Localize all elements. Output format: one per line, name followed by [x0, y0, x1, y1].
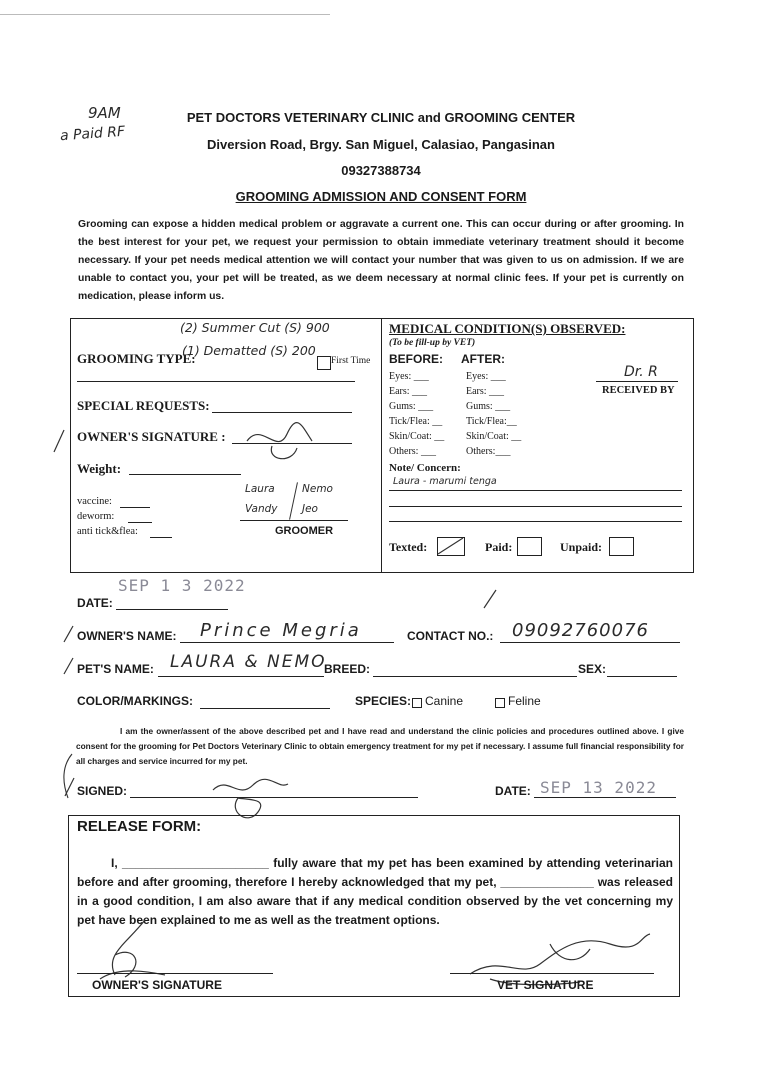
- clinic-address: Diversion Road, Brgy. San Miguel, Calasiao, Pangasinan: [207, 137, 555, 152]
- groomer-name-2: Nemo: [302, 483, 333, 495]
- special-requests-label: SPECIAL REQUESTS:: [77, 398, 210, 413]
- contact-value: 09092760076: [512, 620, 649, 641]
- vaccine-label: vaccine:: [77, 496, 112, 507]
- owner-name-check-mark: [61, 624, 77, 644]
- received-by-hand: Dr. R: [624, 364, 658, 380]
- species-label: SPECIES:: [355, 694, 412, 708]
- release-box-right: [679, 815, 680, 997]
- received-by-label: RECEIVED BY: [602, 385, 675, 396]
- color-line: [200, 708, 330, 709]
- before-eyes: Eyes: ___: [389, 371, 429, 382]
- feline-checkbox[interactable]: [495, 698, 505, 708]
- handwritten-time: 9AM: [88, 104, 121, 122]
- texted-check-mark: [436, 536, 466, 556]
- clinic-name: PET DOCTORS VETERINARY CLINIC and GROOMING CENTER: [186, 110, 576, 125]
- pet-name-label: PET'S NAME:: [77, 662, 154, 676]
- top-edge-line: [0, 14, 330, 15]
- note-line-3: [389, 521, 682, 522]
- groomer-label: GROOMER: [275, 525, 334, 537]
- contact-label: CONTACT NO.:: [407, 629, 494, 643]
- antitick-line: [150, 537, 172, 538]
- color-label: COLOR/MARKINGS:: [77, 694, 193, 708]
- breed-line: [373, 676, 577, 677]
- canine-checkbox[interactable]: [412, 698, 422, 708]
- before-skin: Skin/Coat: __: [389, 431, 445, 442]
- date-line: [116, 609, 228, 610]
- before-label: BEFORE:: [389, 352, 443, 366]
- vaccine-line: [120, 507, 150, 508]
- grooming-hand-1: (2) Summer Cut (S) 900: [180, 320, 330, 335]
- signed-date-line: [534, 797, 676, 798]
- first-time-checkbox[interactable]: [317, 356, 331, 370]
- date-stamp-signed: SEP 13 2022: [540, 778, 657, 797]
- date-stamp-top: SEP 1 3 2022: [118, 576, 246, 595]
- owner-name-value: Prince Megria: [200, 620, 362, 641]
- owner-name-label: OWNER'S NAME:: [77, 629, 177, 643]
- paid-label: Paid:: [485, 540, 513, 554]
- weight-label: Weight:: [77, 461, 122, 476]
- before-gums: Gums: ___: [389, 401, 434, 412]
- signed-date-label: DATE:: [495, 784, 531, 798]
- special-requests-line: [212, 412, 352, 413]
- after-eyes: Eyes: ___: [466, 371, 506, 382]
- before-tick: Tick/Flea: __: [389, 416, 443, 427]
- intro-paragraph: Grooming can expose a hidden medical problem or aggravate a current one. This can occur during or after grooming. In the best interest for your pet, we request your permission to obtain immediate veterinary treatment should it become necessary. If your pet needs medical attention we will contact your number that was given to us on admission. If we are unable to contact you, your pet will be treated, as we deem necessary at normal clinic fees. If your pet is currently on medication, please inform us.: [78, 219, 684, 302]
- release-box-top: [68, 815, 680, 816]
- groomer-name-4: Jeo: [302, 503, 318, 515]
- handwritten-paid-note: a Paid RF: [59, 123, 126, 145]
- antitick-label: anti tick&flea:: [77, 526, 138, 537]
- date-label: DATE:: [77, 596, 113, 610]
- owner-release-line: [77, 973, 273, 974]
- signed-signature-scribble: [208, 770, 308, 830]
- sex-line: [607, 676, 677, 677]
- weight-line: [129, 474, 241, 475]
- note-line-1: [389, 490, 682, 491]
- first-time-label: First Time: [331, 356, 371, 366]
- release-title: RELEASE FORM:: [77, 818, 202, 835]
- after-gums: Gums: ___: [466, 401, 511, 412]
- grooming-type-line: [77, 381, 355, 382]
- grooming-box-divider: [381, 319, 382, 572]
- note-hand: Laura - marumi tenga: [393, 476, 497, 487]
- signed-check-mark: [62, 776, 78, 798]
- deworm-label: deworm:: [77, 511, 115, 522]
- pet-name-check-mark: [61, 656, 77, 676]
- after-skin: Skin/Coat: __: [466, 431, 522, 442]
- pet-name-line: [158, 676, 324, 677]
- texted-label: Texted:: [389, 540, 428, 554]
- groomer-line: [240, 520, 348, 521]
- owner-release-signature: [95, 915, 175, 985]
- vet-release-label: VET SIGNATURE: [497, 978, 594, 992]
- signed-label: SIGNED:: [77, 784, 128, 798]
- note-line-2: [389, 506, 682, 507]
- date-check-mark: [480, 588, 500, 612]
- deworm-line: [128, 522, 152, 523]
- owner-release-label: OWNER'S SIGNATURE: [92, 978, 222, 992]
- medical-subtitle: (To be fill-up by VET): [389, 338, 476, 348]
- pet-name-value: LAURA & NEMO: [170, 652, 327, 672]
- feline-label: Feline: [508, 694, 541, 708]
- medical-title: MEDICAL CONDITION(S) OBSERVED:: [389, 321, 626, 336]
- after-ears: Ears: ___: [466, 386, 505, 397]
- release-box-left: [68, 815, 69, 997]
- sex-label: SEX:: [578, 662, 607, 676]
- grooming-type-label: GROOMING TYPE:: [77, 351, 196, 366]
- after-others: Others:___: [466, 446, 511, 457]
- release-box-bottom: [68, 996, 680, 997]
- clinic-phone: 09327388734: [341, 163, 421, 178]
- paid-checkbox[interactable]: [517, 537, 542, 556]
- unpaid-label: Unpaid:: [560, 540, 603, 554]
- grooming-hand-2: (1) Dematted (S) 200: [182, 343, 316, 358]
- release-paragraph: I, ______________________ fully aware that my pet has been examined by attending veterinarian before and after grooming, therefore I hereby acknowledged that my pet, ______________ was released in a good condition, I am also aware that if any medical condition observed by the vet concerning my pet have been explained to me as well as the treatment options.: [77, 856, 673, 927]
- after-tick: Tick/Flea:__: [466, 416, 517, 427]
- vet-release-line: [450, 973, 654, 974]
- groomer-name-1: Laura: [245, 483, 275, 495]
- canine-label: Canine: [425, 694, 464, 708]
- after-label: AFTER:: [461, 352, 505, 366]
- contact-line: [500, 642, 680, 643]
- groomer-name-3: Vandy: [245, 503, 278, 515]
- consent-paragraph: I am the owner/assent of the above described pet and I have read and understand the clinic policies and procedures outlined above. I give consent for the grooming for Pet Doctors Veterinary Clinic to obtain emergency treatment for my pet if necessary. I assume full financial responsibility for all charges and service incurred for my pet.: [76, 726, 684, 766]
- form-title: GROOMING ADMISSION AND CONSENT FORM: [235, 189, 527, 204]
- owner-signature-label: OWNER'S SIGNATURE :: [77, 429, 226, 444]
- unpaid-checkbox[interactable]: [609, 537, 634, 556]
- note-label: Note/ Concern:: [389, 462, 461, 474]
- breed-label: BREED:: [324, 662, 371, 676]
- owner-signature-scribble: [242, 416, 332, 466]
- before-others: Others: ___: [389, 446, 436, 457]
- received-by-line: [596, 381, 678, 382]
- before-ears: Ears: ___: [389, 386, 428, 397]
- checkmark-owner-sig: [50, 426, 70, 456]
- owner-name-line: [180, 642, 394, 643]
